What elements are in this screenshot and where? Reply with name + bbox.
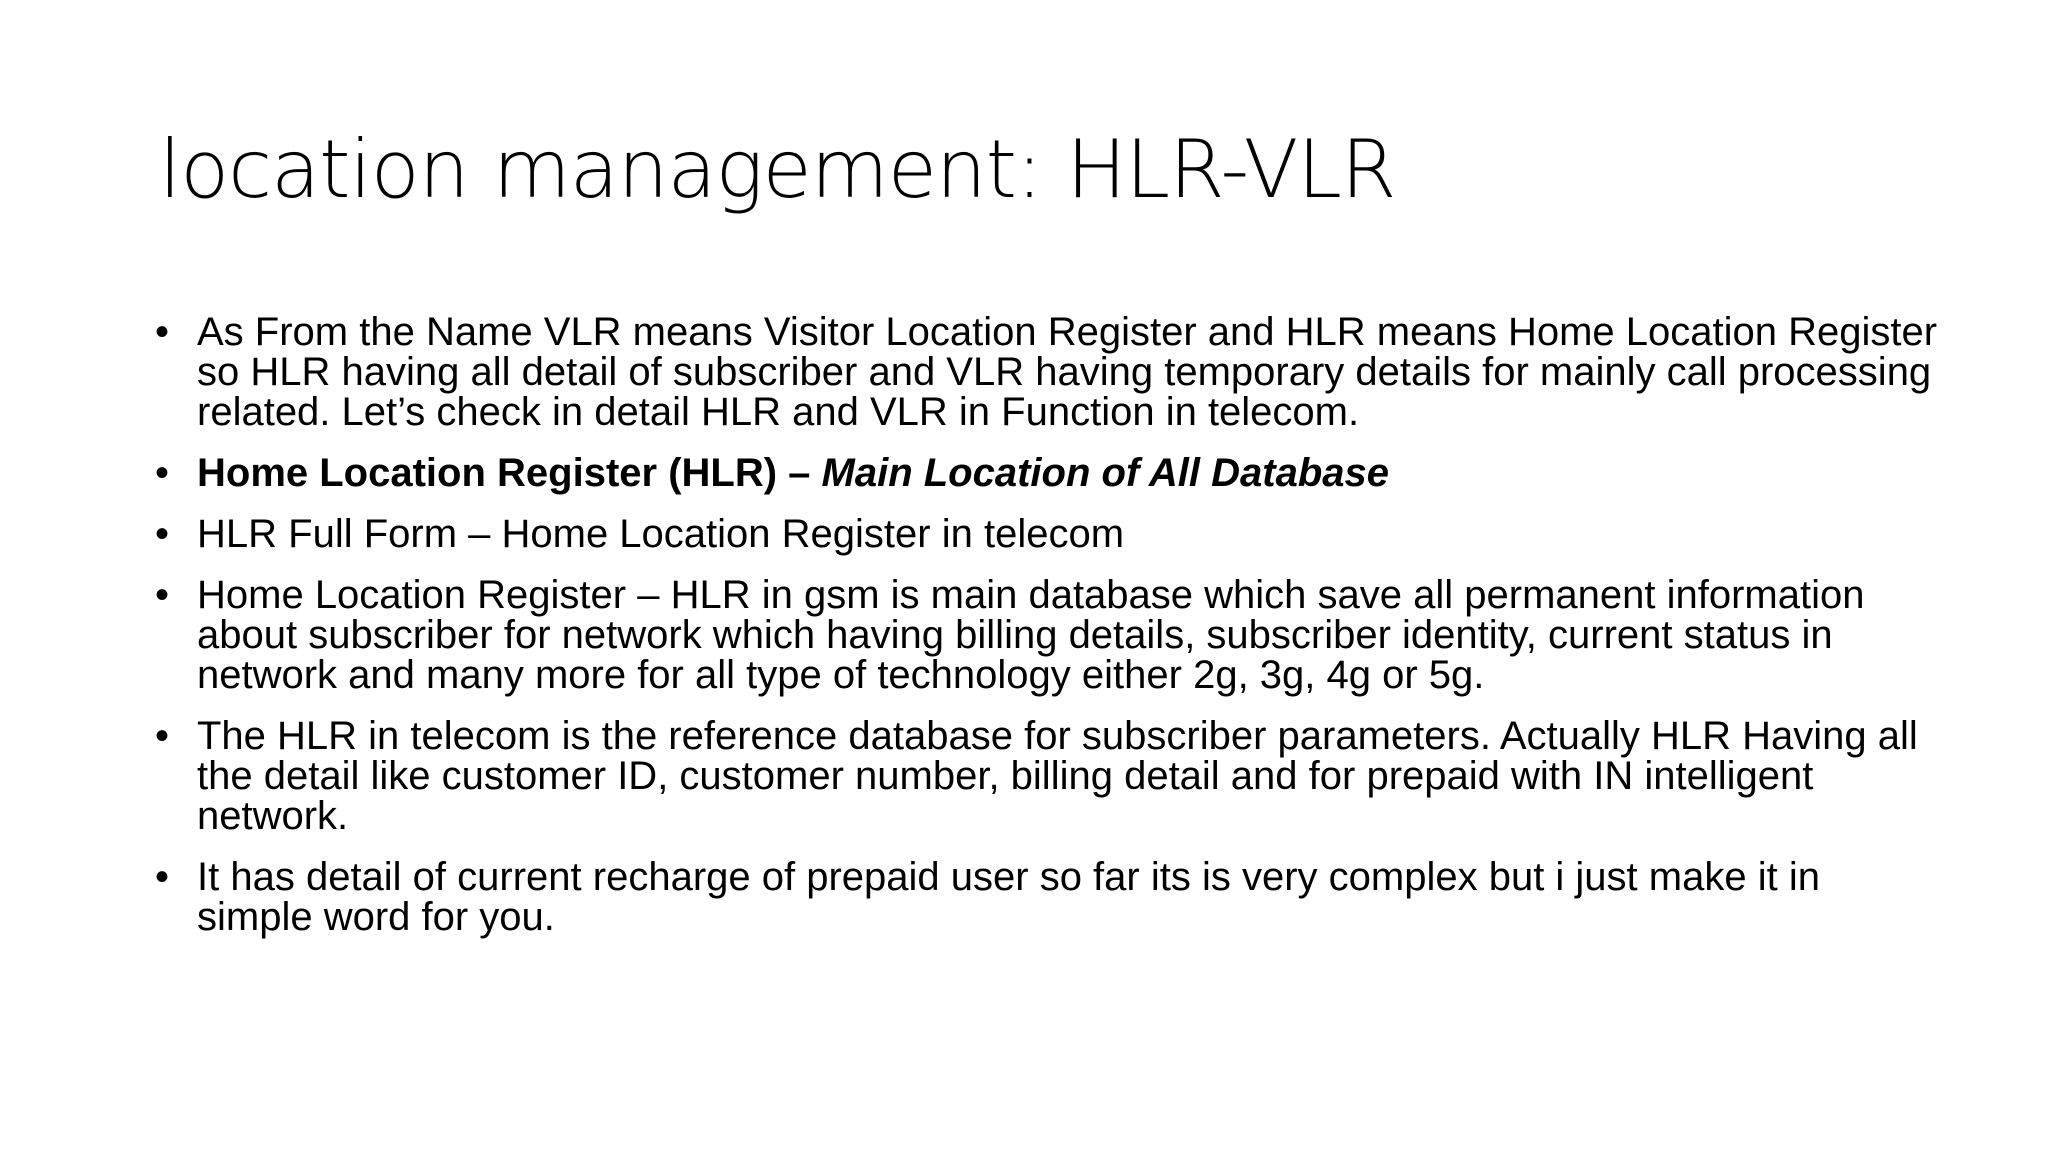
bullet-text: It has detail of current recharge of prepaid user so far its is very complex but i just make it in simple word for you. [197,855,1820,939]
bullet-bold-text: Home Location Register (HLR) – [197,451,822,495]
bullet-text: HLR Full Form – Home Location Register in telecom [197,512,1125,556]
bullet-text: Home Location Register – HLR in gsm is main database which save all permanent information about subscriber for network which having billing details, subscriber identity, current status in network and many more for all type of technology either 2g, 3g, 4g or 5g. [197,573,1865,697]
bullet-icon: • [155,512,170,556]
bullet-icon: • [155,573,170,617]
bullet-item [155,575,1945,695]
bullet-bold-italic-text [822,451,1389,495]
bullet-text: As From the Name VLR means Visitor Location Register and HLR means Home Location Register so HLR having all detail of subscriber and VLR having temporary details for mainly call processing related. Let’s check in detail HLR and VLR in Function in telecom. [197,310,1938,434]
bullet-item [155,857,1945,937]
bullet-text: The HLR in telecom is the reference database for subscriber parameters. Actually HLR Having all the detail like customer ID, customer number, billing detail and for prepaid with IN intelligent network. [197,714,1918,838]
bullet-list [155,312,1945,958]
bullet-icon: • [155,451,170,495]
slide-title: location management: HLR-VLR [159,123,1396,216]
bullet-italic-text: Main Location of All Database [821,451,1389,495]
bullet-text-heading [197,451,1389,495]
bullet-icon: • [155,310,170,354]
bullet-item [155,453,1945,493]
bullet-item [155,514,1945,554]
bullet-icon: • [155,714,170,758]
bullet-item [155,716,1945,836]
bullet-item [155,312,1945,432]
bullet-icon: • [155,855,170,899]
